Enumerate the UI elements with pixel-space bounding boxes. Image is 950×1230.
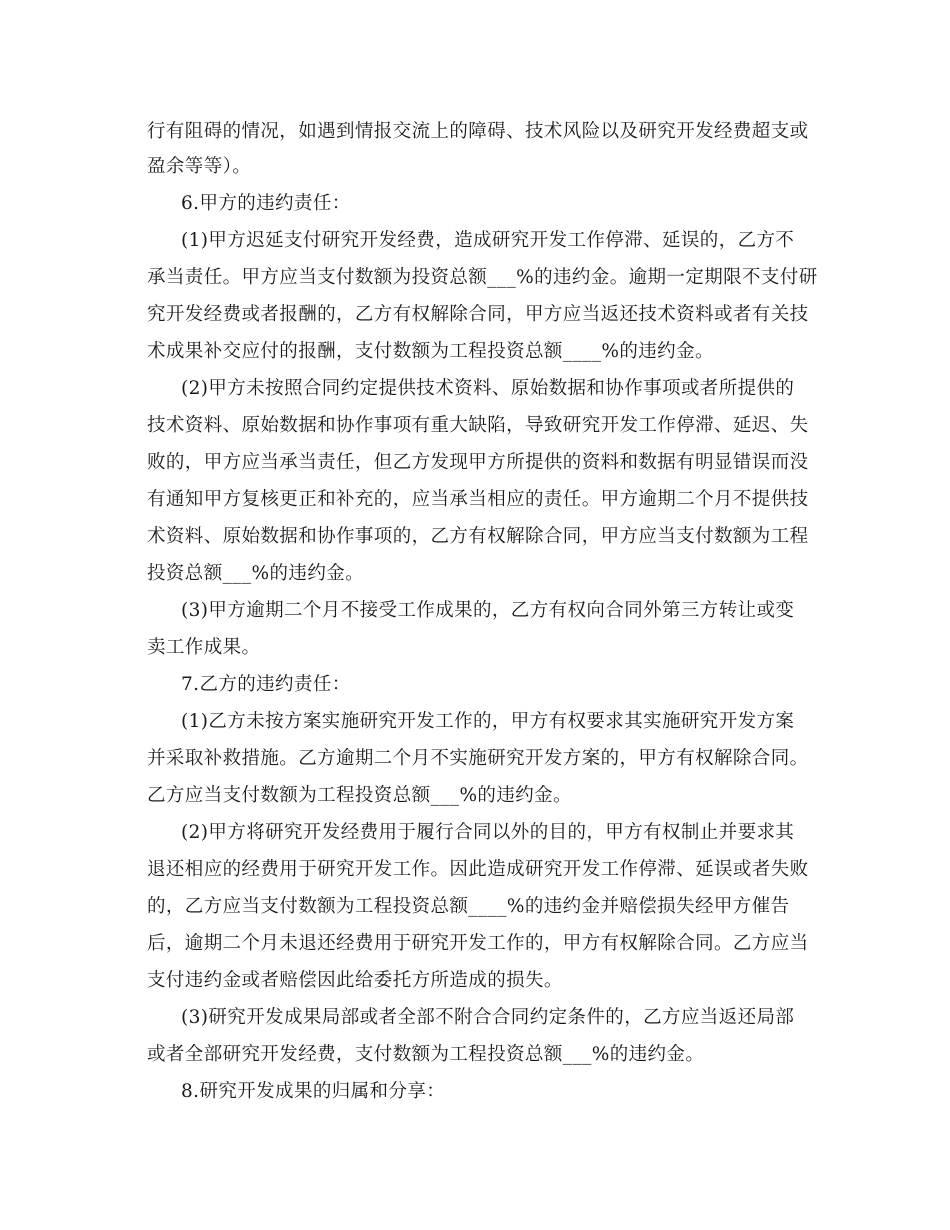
section-heading: 6.甲方的违约责任：	[181, 193, 351, 214]
text-line: 退还相应的经费用于研究开发工作。因此造成研究开发工作停滞、延误或者失败	[147, 859, 809, 880]
text-line: 卖工作成果。	[147, 637, 261, 658]
text-line: 盈余等等）。	[147, 156, 252, 177]
text-line: 后，逾期二个月未退还经费用于研究开发工作的，甲方有权解除合同。乙方应当	[147, 933, 809, 954]
text-line: 败的，甲方应当承当责任，但乙方发现甲方所提供的资料和数据有明显错误而没	[147, 452, 809, 473]
text-line: 的，乙方应当支付数额为工程投资总额____%的违约金并赔偿损失经甲方催告	[147, 896, 790, 917]
text-line: (3)研究开发成果局部或者全部不附合合同约定条件的，乙方应当返还局部	[181, 1007, 795, 1028]
text-line: 技术资料、原始数据和协作事项有重大缺陷，导致研究开发工作停滞、延迟、失	[147, 415, 809, 436]
text-line: (2)甲方将研究开发经费用于履行合同以外的目的，甲方有权制止并要求其	[181, 822, 795, 843]
text-line: (1)甲方迟延支付研究开发经费，造成研究开发工作停滞、延误的，乙方不	[181, 230, 795, 251]
text-line: 承当责任。甲方应当支付数额为投资总额___%的违约金。逾期一定期限不支付研	[147, 267, 818, 288]
text-line: 有通知甲方复核更正和补充的，应当承当相应的责任。甲方逾期二个月不提供技	[147, 489, 809, 510]
text-line: 乙方应当支付数额为工程投资总额___%的违约金。	[147, 785, 572, 806]
text-line: (1)乙方未按方案实施研究开发工作的，甲方有权要求其实施研究开发方案	[181, 711, 795, 732]
section-heading: 7.乙方的违约责任：	[181, 674, 351, 695]
text-line: 术成果补交应付的报酬，支付数额为工程投资总额____%的违约金。	[147, 341, 714, 362]
text-line: (3)甲方逾期二个月不接受工作成果的，乙方有权向合同外第三方转让或变	[181, 600, 795, 621]
text-line: 术资料、原始数据和协作事项的，乙方有权解除合同，甲方应当支付数额为工程	[147, 526, 809, 547]
text-line: 究开发经费或者报酬的，乙方有权解除合同，甲方应当返还技术资料或者有关技	[147, 304, 809, 325]
text-line: 投资总额___%的违约金。	[147, 563, 365, 584]
text-line: 并采取补救措施。乙方逾期二个月不实施研究开发方案的，甲方有权解除合同。	[147, 748, 809, 769]
text-line: (2)甲方未按照合同约定提供技术资料、原始数据和协作事项或者所提供的	[181, 378, 795, 399]
text-line: 行有阻碍的情况，如遇到情报交流上的障碍、技术风险以及研究开发经费超支或	[147, 121, 809, 142]
text-line: 支付违约金或者赔偿因此给委托方所造成的损失。	[147, 970, 563, 991]
section-heading: 8.研究开发成果的归属和分享：	[181, 1081, 446, 1102]
text-line: 或者全部研究开发经费，支付数额为工程投资总额___%的违约金。	[147, 1044, 705, 1065]
